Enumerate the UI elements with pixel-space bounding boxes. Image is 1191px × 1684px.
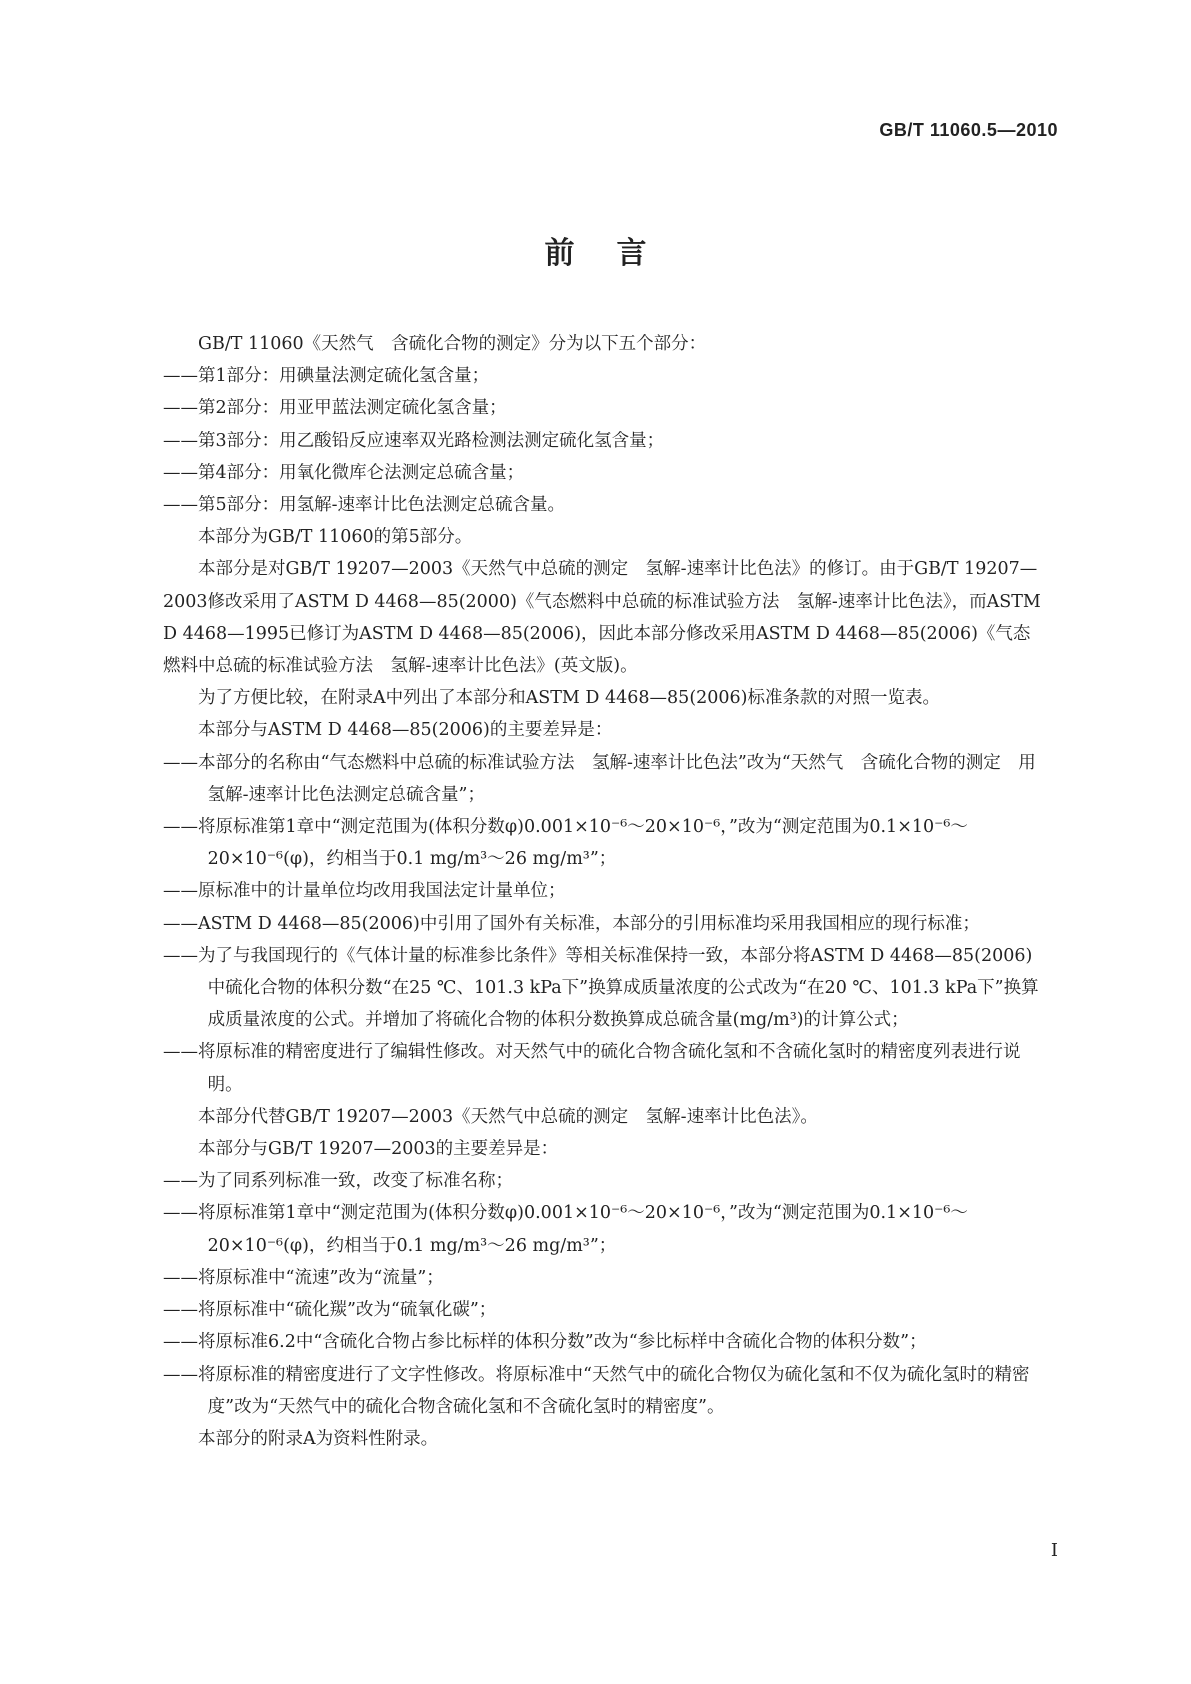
list-item: ——将原标准中“硫化羰”改为“硫氧化碳”；	[163, 1300, 497, 1321]
list-item: ——第5部分：用氢解-速率计比色法测定总硫含量。	[163, 495, 566, 516]
list-item: ——原标准中的计量单位均改用我国法定计量单位；	[163, 881, 566, 902]
paragraph: GB/T 11060《天然气 含硫化合物的测定》分为以下五个部分：	[198, 334, 707, 354]
list-item: ——为了同系列标准一致，改变了标准名称；	[163, 1171, 513, 1192]
list-item: ——第3部分：用乙酸铅反应速率双光路检测法测定硫化氢含量；	[163, 430, 665, 451]
list-item: ——第1部分：用碘量法测定硫化氢含量；	[163, 366, 490, 387]
document-body	[163, 328, 1043, 1455]
standard-code: GB/T 11060.5—2010	[879, 120, 1058, 140]
list-item: ——将原标准的精密度进行了编辑性修改。对天然气中的硫化合物含硫化氢和不含硫化氢时的精密度列表进行说明。	[163, 1042, 1021, 1095]
page-number: I	[1050, 1540, 1058, 1561]
list-item: ——第4部分：用氧化微库仑法测定总硫含量；	[163, 462, 525, 483]
list-item: ——本部分的名称由“气态燃料中总硫的标准试验方法 氢解-速率计比色法”改为“天然气 含硫化合物的测定 用氢解-速率计比色法测定总硫含量”；	[163, 752, 1036, 805]
list-item: ——将原标准的精密度进行了文字性修改。将原标准中“天然气中的硫化合物仅为硫化氢和不仅为硫化氢时的精密度”改为“天然气中的硫化合物含硫化氢和不含硫化氢时的精密度”。	[163, 1364, 1030, 1417]
paragraph: 为了方便比较，在附录A中列出了本部分和ASTM D 4468—85(2006)标准条款的对照一览表。	[198, 688, 941, 709]
list-item: ——将原标准第1章中“测定范围为(体积分数φ)0.001×10⁻⁶～20×10⁻⁶，”改为“测定范围为0.1×10⁻⁶～20×10⁻⁶(φ)，约相当于0.1 mg/m³～26 mg/m³”；	[163, 817, 968, 870]
list-item: ——为了与我国现行的《气体计量的标准参比条件》等相关标准保持一致，本部分将ASTM D 4468—85(2006)中硫化合物的体积分数“在25 ℃、101.3 kPa下”换算成质量浓度的公式改为“在20 ℃、101.3 kPa下”换算成质量浓度的公式。并增加了将硫化合物的体积分数换算成总硫含量(mg/m³)的计算公式；	[163, 945, 1039, 1031]
paragraph: 本部分为GB/T 11060的第5部分。	[198, 527, 473, 548]
list-item: ——ASTM D 4468—85(2006)中引用了国外有关标准，本部分的引用标准均采用我国相应的现行标准；	[163, 913, 980, 934]
list-item: ——将原标准第1章中“测定范围为(体积分数φ)0.001×10⁻⁶～20×10⁻⁶，”改为“测定范围为0.1×10⁻⁶～20×10⁻⁶(φ)，约相当于0.1 mg/m³～26 mg/m³”；	[163, 1203, 968, 1256]
paragraph: 本部分是对GB/T 19207—2003《天然气中总硫的测定 氢解-速率计比色法》的修订。由于GB/T 19207—2003修改采用了ASTM D 4468—85(2000)《气态燃料中总硫的标准试验方法 氢解-速率计比色法》，而ASTM D 4468—1995已修订为ASTM D 4468—85(2006)，因此本部分修改采用ASTM D 4468—85(2006)《气态燃料中总硫的标准试验方法 氢解-速率计比色法》(英文版)。	[163, 559, 1041, 677]
list-item: ——将原标准中“流速”改为“流量”；	[163, 1267, 444, 1288]
list-item: ——第2部分：用亚甲蓝法测定硫化氢含量；	[163, 398, 507, 419]
paragraph: 本部分代替GB/T 19207—2003《天然气中总硫的测定 氢解-速率计比色法》。	[198, 1106, 818, 1127]
paragraph: 本部分与ASTM D 4468—85(2006)的主要差异是：	[198, 720, 613, 741]
paragraph: 本部分与GB/T 19207—2003的主要差异是：	[198, 1139, 559, 1160]
list-item: ——将原标准6.2中“含硫化合物占参比标样的体积分数”改为“参比标样中含硫化合物的体积分数”；	[163, 1332, 927, 1353]
page-title: 前言	[544, 236, 689, 271]
paragraph: 本部分的附录A为资料性附录。	[198, 1428, 439, 1449]
